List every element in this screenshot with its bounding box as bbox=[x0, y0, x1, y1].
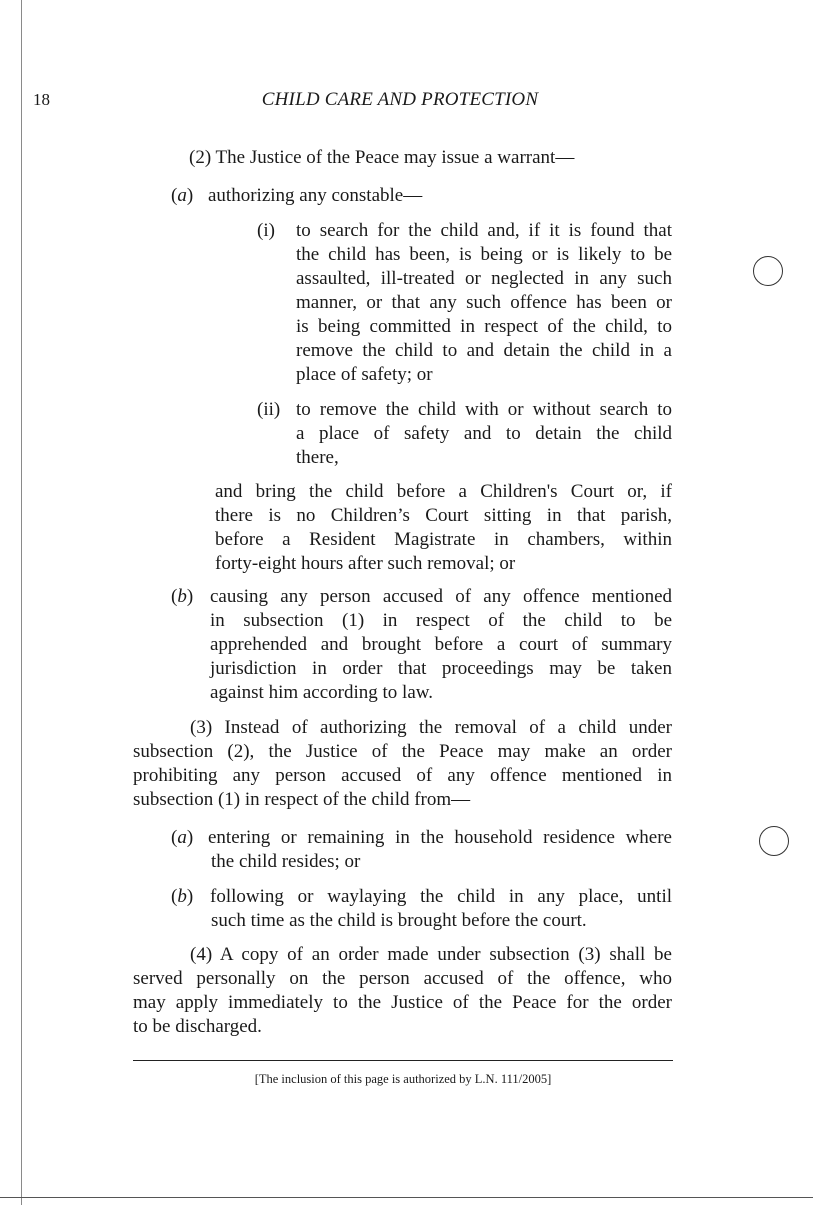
para-a-closing bbox=[215, 480, 672, 576]
subsection-4-line: may apply immediately to the Justice of the Peace for the order bbox=[133, 992, 672, 1013]
subsection-3-para-b-line: such time as the child is brought before the court. bbox=[211, 910, 587, 931]
item-i-text bbox=[296, 219, 672, 387]
para-a-closing-line: before a Resident Magistrate in chambers, within bbox=[215, 529, 672, 550]
item-i-label: (i) bbox=[257, 220, 275, 241]
para-a-label: (a) bbox=[171, 185, 194, 206]
item-i-line: remove the child to and detain the child in a bbox=[296, 340, 672, 361]
subsection-4-line: served personally on the person accused of the offence, who bbox=[133, 968, 672, 989]
subsection-3-line: subsection (2), the Justice of the Peace may make an order bbox=[133, 741, 672, 762]
item-ii-line: a place of safety and to detain the child bbox=[296, 423, 672, 444]
para-b-text bbox=[210, 585, 672, 705]
subsection-4-line: to be discharged. bbox=[133, 1016, 262, 1037]
subsection-3-para-a-label: (a) bbox=[171, 827, 194, 848]
subsection-4 bbox=[133, 943, 672, 1039]
running-title: CHILD CARE AND PROTECTION bbox=[261, 89, 539, 110]
item-ii-line: there, bbox=[296, 447, 339, 468]
para-a-closing-line: forty-eight hours after such removal; or bbox=[215, 553, 516, 574]
item-i-line: place of safety; or bbox=[296, 364, 433, 385]
para-a-closing-line: there is no Children’s Court sitting in that parish, bbox=[215, 505, 672, 526]
punch-hole-icon bbox=[753, 256, 783, 286]
subsection-3-para-b-text bbox=[210, 885, 672, 933]
footer-rule bbox=[133, 1060, 673, 1061]
subsection-3-line: prohibiting any person accused of any offence mentioned in bbox=[133, 765, 672, 786]
para-b-label: (b) bbox=[171, 586, 194, 607]
subsection-2-intro: (2) The Justice of the Peace may issue a warrant— bbox=[189, 147, 575, 168]
subsection-3-para-b-label: (b) bbox=[171, 886, 194, 907]
item-ii-label: (ii) bbox=[257, 399, 281, 420]
para-b-line: causing any person accused of any offence mentioned bbox=[210, 586, 672, 607]
para-b-line: apprehended and brought before a court of summary bbox=[210, 634, 672, 655]
item-i-line: assaulted, ill-treated or neglected in any such bbox=[296, 268, 672, 289]
item-i-line: to search for the child and, if it is found that bbox=[296, 220, 672, 241]
para-b-line: against him according to law. bbox=[210, 682, 434, 703]
subsection-4-line: (4) A copy of an order made under subsection (3) shall be bbox=[190, 944, 672, 965]
para-b-line: jurisdiction in order that proceedings may be taken bbox=[210, 658, 672, 679]
binding-edge-line bbox=[21, 0, 22, 1205]
subsection-3-line: (3) Instead of authorizing the removal of a child under bbox=[190, 717, 672, 738]
para-a-text: authorizing any constable— bbox=[208, 185, 423, 206]
subsection-3 bbox=[133, 716, 672, 812]
page-number: 18 bbox=[33, 90, 50, 109]
punch-hole-icon bbox=[759, 826, 789, 856]
authorization-footnote: [The inclusion of this page is authorized by L.N. 111/2005] bbox=[254, 1072, 552, 1086]
subsection-3-para-a-line: the child resides; or bbox=[211, 851, 361, 872]
subsection-3-line: subsection (1) in respect of the child from— bbox=[133, 789, 471, 810]
subsection-3-para-b-line: following or waylaying the child in any place, until bbox=[210, 886, 672, 907]
scan-bottom-edge bbox=[0, 1197, 813, 1198]
item-ii-line: to remove the child with or without search to bbox=[296, 399, 672, 420]
item-i-line: is being committed in respect of the child, to bbox=[296, 316, 672, 337]
para-b-line: in subsection (1) in respect of the child to be bbox=[210, 610, 672, 631]
item-i-line: manner, or that any such offence has been or bbox=[296, 292, 672, 313]
subsection-3-para-a-line: entering or remaining in the household residence where bbox=[208, 827, 672, 848]
subsection-3-para-a-text bbox=[208, 826, 672, 874]
item-ii-text bbox=[296, 398, 672, 470]
item-i-line: the child has been, is being or is likely to be bbox=[296, 244, 672, 265]
para-a-closing-line: and bring the child before a Children's Court or, if bbox=[215, 481, 672, 502]
